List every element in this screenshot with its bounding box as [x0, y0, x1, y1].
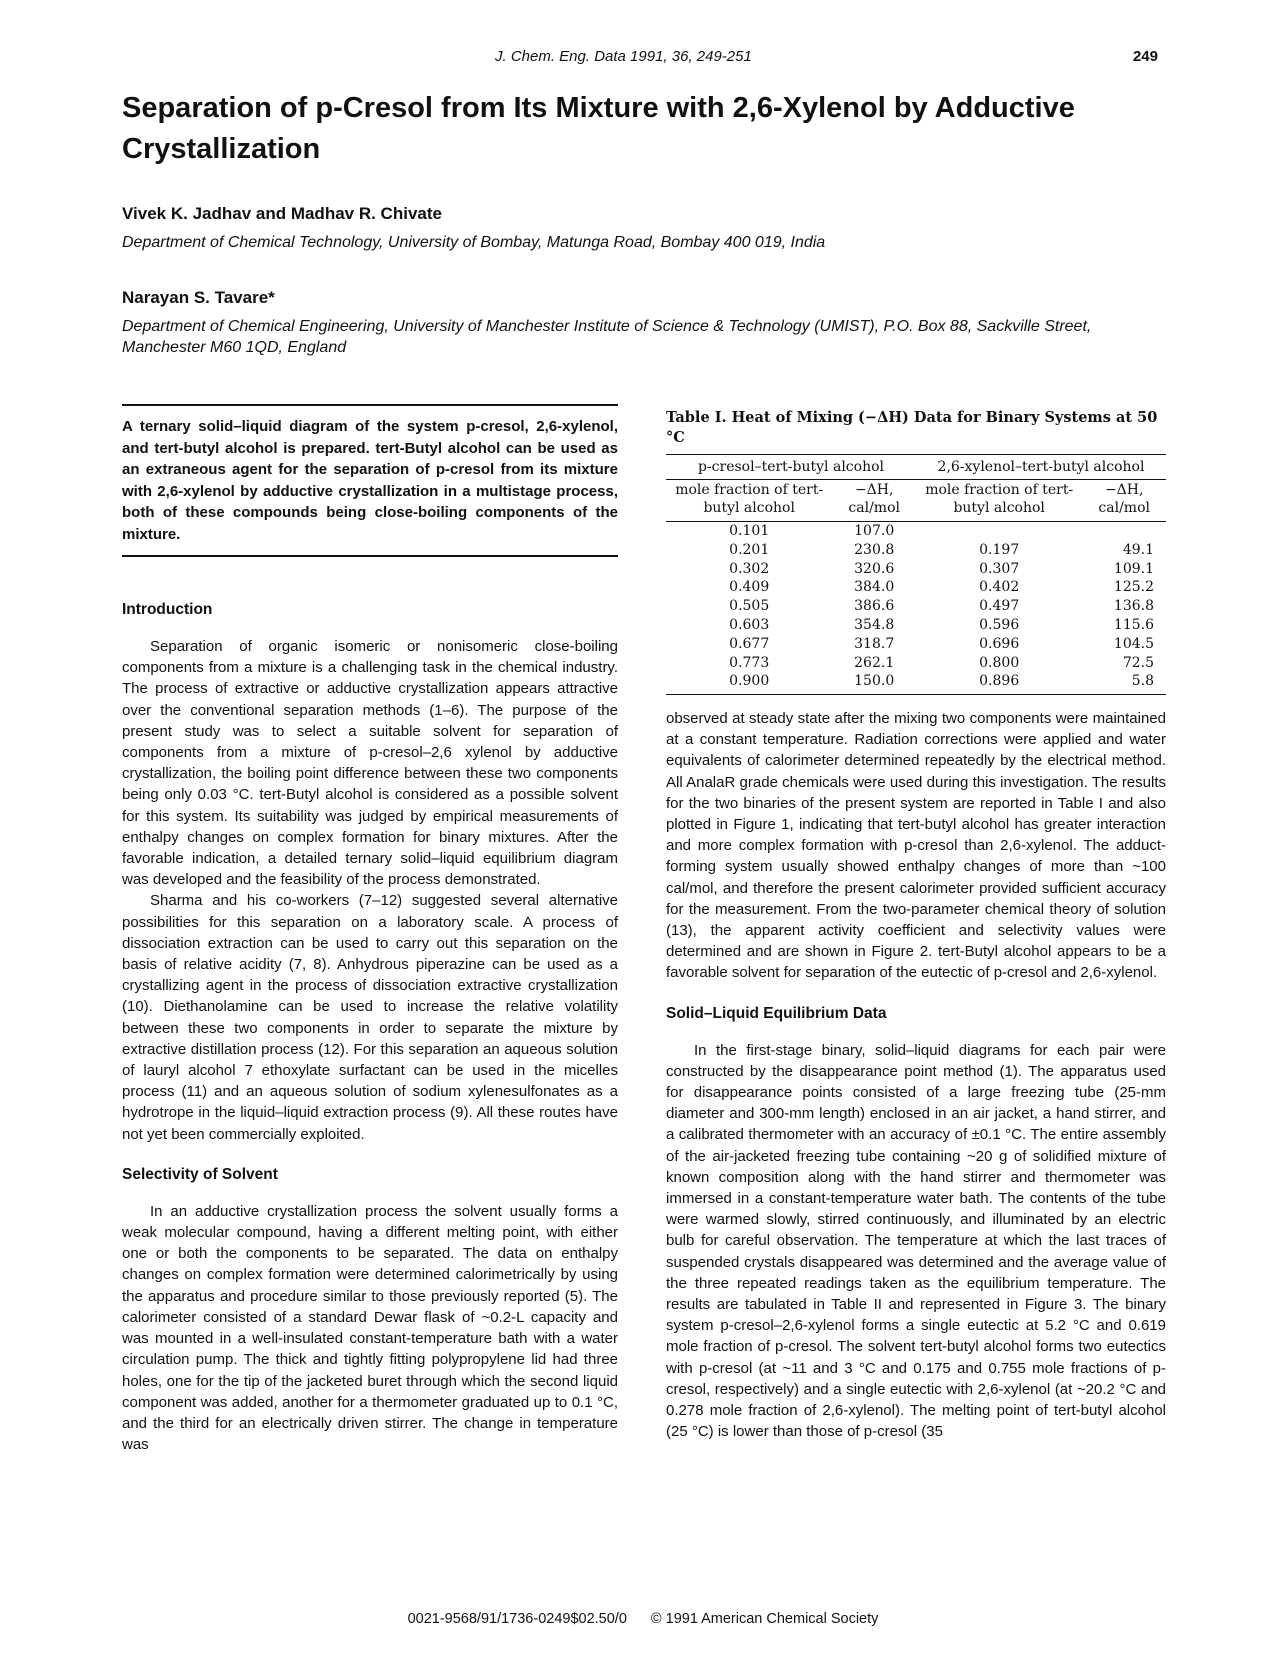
- table-cell: 318.7: [854, 635, 895, 652]
- section-heading-selectivity: Selectivity of Solvent: [122, 1165, 278, 1183]
- right-continuation-paragraph: observed at steady state after the mixing two components were maintained at a constant temperature. Radiation corrections were applied and water equivalents of calorimeter determined repeatedly by the electrical method. All AnalaR grade chemicals were used during this investigation. The results for the two binaries of the present system are reported in Table I and also plotted in Figure 1, indicating that tert-butyl alcohol has greater interaction and more complex formation with p-cresol than 2,6-xylenol. The adduct-forming system usually showed enthalpy changes of more than ~100 cal/mol, and therefore the present calorimeter provided sufficient accuracy for the measurement. From the two-parameter chemical theory of solution (13), the apparent activity coefficient and selectivity values were determined and are shown in Figure 2. tert-Butyl alcohol appears to be a favorable solvent for separation of the eutectic of p-cresol and 2,6-xylenol.: [666, 710, 1166, 982]
- footer-copyright: © 1991 American Chemical Society: [650, 1611, 879, 1627]
- table-cell: 150.0: [832, 672, 916, 694]
- paper-title: Separation of p-Cresol from Its Mixture with 2,6-Xylenol by Adductive Crystallization: [122, 92, 1075, 165]
- author-names-1: Vivek K. Jadhav and Madhav R. Chivate: [122, 204, 442, 223]
- page-number: 249: [1132, 48, 1158, 65]
- table-1-body: [666, 522, 1166, 695]
- abstract-box: [122, 404, 618, 557]
- table-row: [666, 635, 1166, 654]
- table-cell: [916, 522, 1082, 541]
- table-cell: 0.596: [979, 616, 1020, 633]
- section-heading-sle: Solid–Liquid Equilibrium Data: [666, 1004, 887, 1022]
- table-cell: 0.800: [979, 654, 1020, 671]
- author-names-2: Narayan S. Tavare*: [122, 288, 275, 307]
- table-cell: 0.409: [729, 579, 770, 596]
- group-header-xylenol: 2,6-xylenol–tert-butyl alcohol: [916, 455, 1166, 480]
- table-cell: [1082, 522, 1166, 541]
- table-row: [666, 560, 1166, 579]
- col-header-4: −ΔH, cal/mol: [1082, 480, 1166, 522]
- abstract-text: A ternary solid–liquid diagram of the system p-cresol, 2,6-xylenol, and tert-butyl alcohol is prepared. tert-Butyl alcohol can be used as an extraneous agent for the separation of p-cresol from its mixture with 2,6-xylenol by adductive crystallization in a multistage process, both of these compounds being close-boiling components of the mixture.: [122, 418, 618, 543]
- table-cell: 320.6: [854, 560, 895, 577]
- table-row: [666, 654, 1166, 673]
- sle-paragraph-1: In the first-stage binary, solid–liquid diagrams for each pair were constructed by the disappearance point method (1). The apparatus used for disappearance points consisted of a large freezing tube (25-mm diameter and 300-mm length) enclosed in an air jacket, a hand stirrer, and a calibrated thermometer with an accuracy of ±0.1 °C. The entire assembly of the air-jacketed freezing tube containing ~20 g of solidified mixture of known composition along with the hand stirrer and thermometer was immersed in a constant-temperature water bath. The contents of the tube were warmed slowly, stirred continuously, and illuminated by an electric bulb for careful observation. The temperature at which the last traces of suspended crystals disappeared was determined and the average value of the three repeated readings taken as the equilibrium temperature. The results are tabulated in Table II and represented in Figure 3. The binary system p-cresol–2,6-xylenol forms a single eutectic at 5.2 °C and 0.619 mole fraction of p-cresol. The solvent tert-butyl alcohol forms two eutectics with p-cresol (at ~11 and 3 °C and 0.175 and 0.755 mole fractions of p-cresol, respectively) and a single eutectic with 2,6-xylenol (at ~20.2 °C and 0.278 mole fraction of 2,6-xylenol). The melting point of tert-butyl alcohol (25 °C) is lower than those of p-cresol (35: [666, 1041, 1166, 1441]
- page-footer: [0, 1611, 1286, 1627]
- table-cell: 0.696: [979, 635, 1020, 652]
- table-cell: 5.8: [1082, 672, 1166, 694]
- table-row: [666, 597, 1166, 616]
- left-column: [122, 600, 618, 1455]
- table-group-header-row: [666, 455, 1166, 480]
- table-cell: 0.197: [979, 541, 1020, 558]
- author-affiliation-1: Department of Chemical Technology, University of Bombay, Matunga Road, Bombay 400 019, India: [122, 234, 826, 251]
- table-1-caption: Table I. Heat of Mixing (−ΔH) Data for Binary Systems at 50 °C: [666, 409, 1158, 446]
- table-row: [666, 578, 1166, 597]
- table-cell: 0.505: [729, 598, 770, 615]
- table-cell: 115.6: [1113, 616, 1154, 633]
- table-column-header-row: [666, 480, 1166, 522]
- table-1: [666, 408, 1166, 695]
- table-cell: 104.5: [1113, 635, 1154, 652]
- table-cell: 136.8: [1113, 598, 1154, 615]
- table-cell: 125.2: [1113, 579, 1154, 596]
- table-cell: 384.0: [854, 579, 895, 596]
- table-row: [666, 672, 1166, 694]
- table-cell: 0.603: [729, 616, 770, 633]
- table-cell: 0.900: [666, 672, 832, 694]
- table-cell: 386.6: [854, 598, 895, 615]
- table-cell: 0.896: [916, 672, 1082, 694]
- table-cell: 0.402: [979, 579, 1020, 596]
- footer-code: 0021-9568/91/1736-0249$02.50/0: [407, 1611, 627, 1627]
- table-cell: 72.5: [1122, 654, 1154, 671]
- author-affiliation-2: Department of Chemical Engineering, University of Manchester Institute of Science & Technology (UMIST), P.O. Box 88, Sackville Street, Manchester M60 1QD, England: [122, 318, 1092, 356]
- table-cell: 0.497: [979, 598, 1020, 615]
- table-cell: 0.101: [729, 523, 770, 539]
- table-1-grid: [666, 454, 1166, 695]
- table-cell: 109.1: [1113, 560, 1154, 577]
- table-cell: 0.302: [729, 560, 770, 577]
- selectivity-paragraph-1: In an adductive crystallization process the solvent usually forms a weak molecular compound, having a different melting point, with either one or both the components to be separated. The data on enthalpy changes on complex formation were determined calorimetrically by using the apparatus and procedure similar to those previously reported (5). The calorimeter consisted of a standard Dewar flask of ~0.2-L capacity and was mounted in a well-insulated constant-temperature bath with a water circulation pump. The thick and tightly fitting polypropylene lid had three holes, one for the tip of the jacketed buret through which the second liquid component was added, another for a thermometer graduated up to 0.1 °C, and the third for an electrically driven stirrer. The change in temperature was: [122, 1202, 618, 1454]
- table-row: [666, 541, 1166, 560]
- section-heading-introduction: Introduction: [122, 601, 213, 618]
- intro-paragraph-2: Sharma and his co-workers (7–12) suggested several alternative possibilities for this separation on a laboratory scale. A process of dissociation extraction can be used to carry out this separation on the basis of relative acidity (7, 8). Anhydrous piperazine can be used as a crystallizing agent in the process of dissociation extractive crystallization (10). Diethanolamine can be used to increase the relative volatility between these two components in order to separate the mixture by extractive distillation process (12). For this separation an aqueous solution of lauryl alcohol 7 ethoxylate surfactant can be used in the micelles process (11) and an aqueous solution of sodium xylenesulfonates as a hydrotrope in the liquid–liquid extraction process (9). All these routes have not yet been commercially exploited.: [122, 892, 618, 1143]
- col-header-2: −ΔH, cal/mol: [832, 480, 916, 522]
- table-cell: 0.307: [979, 560, 1020, 577]
- col-header-3: mole fraction of tert-butyl alcohol: [916, 480, 1082, 522]
- table-cell: 0.773: [729, 654, 770, 671]
- right-column: [666, 708, 1166, 1443]
- group-header-p-cresol: p-cresol–tert-butyl alcohol: [666, 455, 916, 480]
- table-cell: 354.8: [854, 616, 895, 633]
- journal-citation: J. Chem. Eng. Data 1991, 36, 249-251: [495, 48, 752, 65]
- table-row: [666, 522, 1166, 541]
- table-cell: 107.0: [854, 523, 895, 539]
- table-cell: 49.1: [1122, 541, 1154, 558]
- table-cell: 0.677: [729, 635, 770, 652]
- table-cell: 230.8: [854, 541, 895, 558]
- intro-paragraph-1: Separation of organic isomeric or nonisomeric close-boiling components from a mixture is a challenging task in the chemical industry. The process of extractive or adductive crystallization appears attractive over the conventional separation methods (1–6). The purpose of the present study was to select a suitable solvent for separation of components from a mixture of p-cresol–2,6 xylenol by adductive crystallization, the boiling point difference between these two components being only 0.03 °C. tert-Butyl alcohol is considered as a possible solvent for this system. Its suitability was judged by empirical measurements of enthalpy changes on complex formation for binary mixtures. After the favorable indication, a detailed ternary solid–liquid equilibrium diagram was developed and the feasibility of the process demonstrated.: [122, 638, 618, 889]
- table-cell: 0.201: [729, 541, 770, 558]
- table-row: [666, 616, 1166, 635]
- running-header: [0, 48, 1286, 72]
- col-header-1: mole fraction of tert-butyl alcohol: [666, 480, 832, 522]
- table-cell: 262.1: [854, 654, 895, 671]
